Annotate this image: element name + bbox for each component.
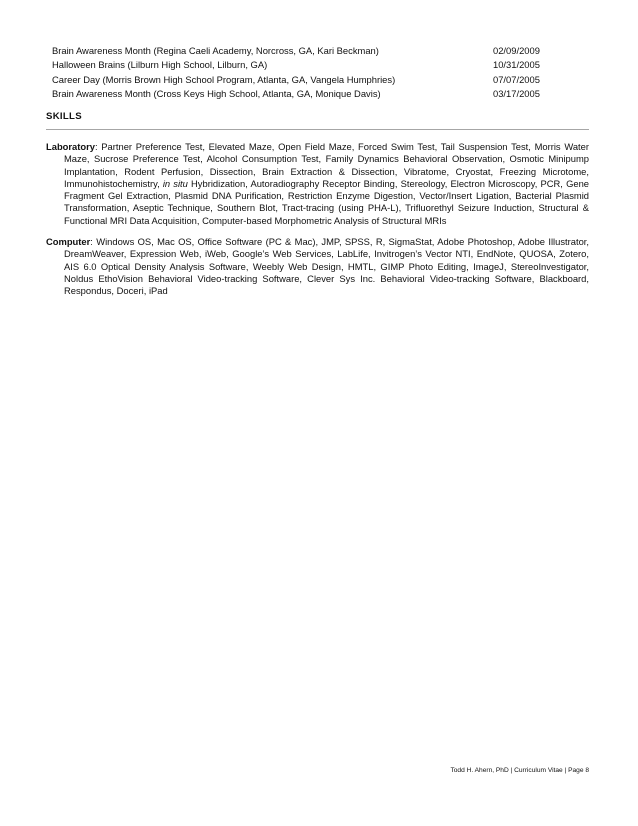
page-footer: Todd H. Ahern, PhD | Curriculum Vitae | Page 8 [450,767,589,774]
list-item [52,73,542,87]
skills-heading: SKILLS [46,111,82,122]
list-item [52,58,542,72]
computer-skills [46,236,589,297]
event-date: 03/17/2005 [493,87,540,99]
event-name: Brain Awareness Month (Cross Keys High School, Atlanta, GA, Monique Davis) [52,87,381,99]
event-date: 10/31/2005 [493,59,540,71]
list-item [52,44,542,58]
list-item [52,87,542,101]
event-name: Halloween Brains (Lilburn High School, Lilburn, GA) [52,59,268,71]
laboratory-text-part2: Hybridization, Autoradiography Receptor Binding, Stereology, Electron Microscopy, PCR, Gene Fragment Gel Extraction, Plasmid DNA Purification, Restriction Enzyme Digestion, Vector/Insert Ligation, Bacterial Plasmid Transformation, Aseptic Technique, Southern Blot, Tract-tracing (using PHA-L), Trifluorethyl Seizure Induction, Structural & Functional MRI Data Acquisition, Computer-based Morphometric Analysis of Structural MRIs [64,177,590,226]
computer-label: Computer [46,236,91,247]
outreach-list [52,44,542,101]
event-name: Career Day (Morris Brown High School Program, Atlanta, GA, Vangela Humphries) [52,73,396,85]
laboratory-label: Laboratory [46,141,95,152]
event-date: 02/09/2009 [493,45,540,56]
event-name: Brain Awareness Month (Regina Caeli Academy, Norcross, GA, Kari Beckman) [52,45,379,56]
computer-text: : Windows OS, Mac OS, Office Software (PC & Mac), JMP, SPSS, R, SigmaStat, Adobe Photoshop, Adobe Illustrator, DreamWeaver, Expression Web, iWeb, Google’s Web Services, LabLife, Invitrogen’s Vector NTI, EndNote, QUOSA, Zotero, AIS 6.0 Optical Density Analysis Software, Weebly Web Design, HMTL, GIMP Photo Editing, ImageJ, StereoInvestigator, Noldus EthoVision Behavioral Video-tracking Software, Clever Sys Inc. Behavioral Video-tracking Software, Blackboard, Respondus, Doceri, iPad [64,236,589,297]
laboratory-text-part1: : Partner Preference Test, Elevated Maze, Open Field Maze, Forced Swim Test, Tail Suspension Test, Morris Water Maze, Sucrose Preference Test, Alcohol Consumption Test, Family Dynamics Behavioral Observation, Osmotic Minipump Implantation, Rodent Perfusion, Dissection, Brain Extraction & Dissection, Vibratome, Cryostat, Freezing Microtome, Immunohistochemistry, [64,141,589,189]
laboratory-text-italic: in situ [162,177,188,189]
laboratory-skills [46,141,589,227]
event-date: 07/07/2005 [493,73,540,85]
section-divider [46,129,589,130]
